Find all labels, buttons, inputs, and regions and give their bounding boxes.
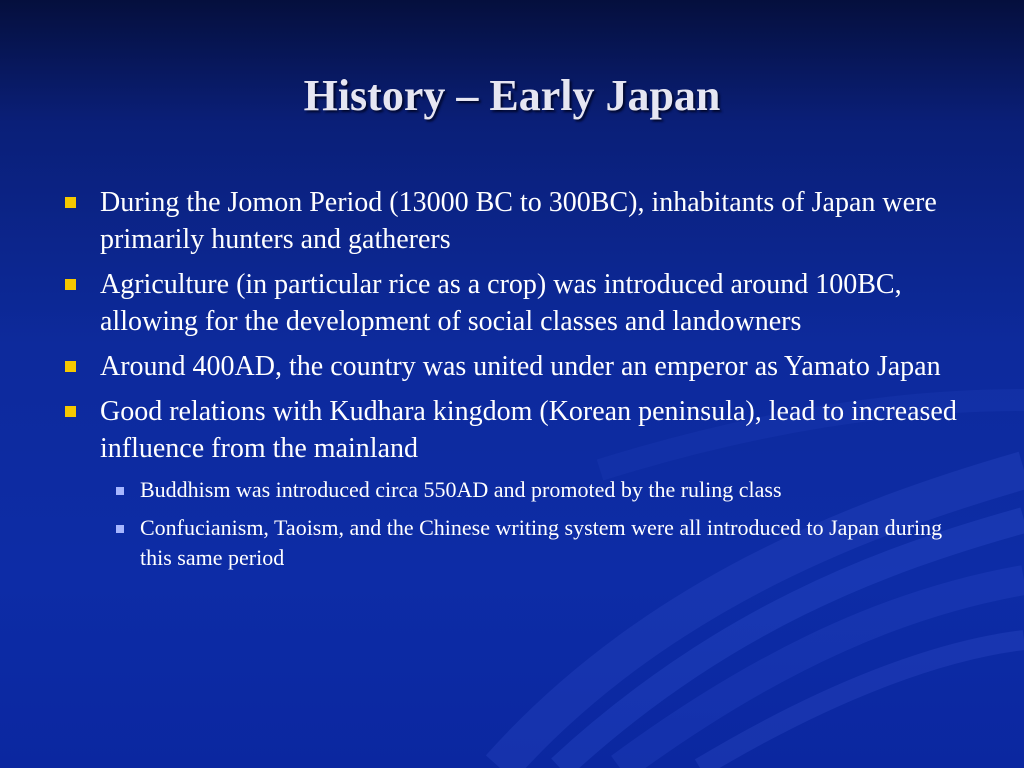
- slide-title: History – Early Japan: [303, 71, 721, 120]
- bullet-text: Around 400AD, the country was united under an emperor as Yamato Japan: [100, 351, 941, 382]
- square-bullet-icon: [65, 406, 76, 417]
- square-bullet-icon: [65, 197, 76, 208]
- sub-bullet-text: Buddhism was introduced circa 550AD and promoted by the ruling class: [140, 477, 782, 502]
- sub-bullet-text: Confucianism, Taoism, and the Chinese writing system were all introduced to Japan during this same period: [140, 515, 943, 570]
- sub-bullet-item: [108, 475, 962, 505]
- sub-bullet-item: [108, 513, 962, 573]
- square-bullet-icon: [65, 279, 76, 290]
- square-sub-bullet-icon: [116, 487, 124, 495]
- bullet-item: [62, 266, 962, 340]
- bullet-text: During the Jomon Period (13000 BC to 300BC), inhabitants of Japan were primarily hunters and gatherers: [100, 187, 937, 255]
- bullet-text: Agriculture (in particular rice as a crop) was introduced around 100BC, allowing for the development of social classes and landowners: [100, 269, 902, 337]
- bullet-item: [62, 393, 962, 467]
- square-bullet-icon: [65, 361, 76, 372]
- square-sub-bullet-icon: [116, 525, 124, 533]
- bullet-text: Good relations with Kudhara kingdom (Korean peninsula), lead to increased influence from the mainland: [100, 396, 957, 464]
- bullet-item: [62, 184, 962, 258]
- bullet-list: [62, 184, 962, 581]
- sub-bullet-list: [108, 475, 962, 573]
- bullet-item: [62, 348, 962, 385]
